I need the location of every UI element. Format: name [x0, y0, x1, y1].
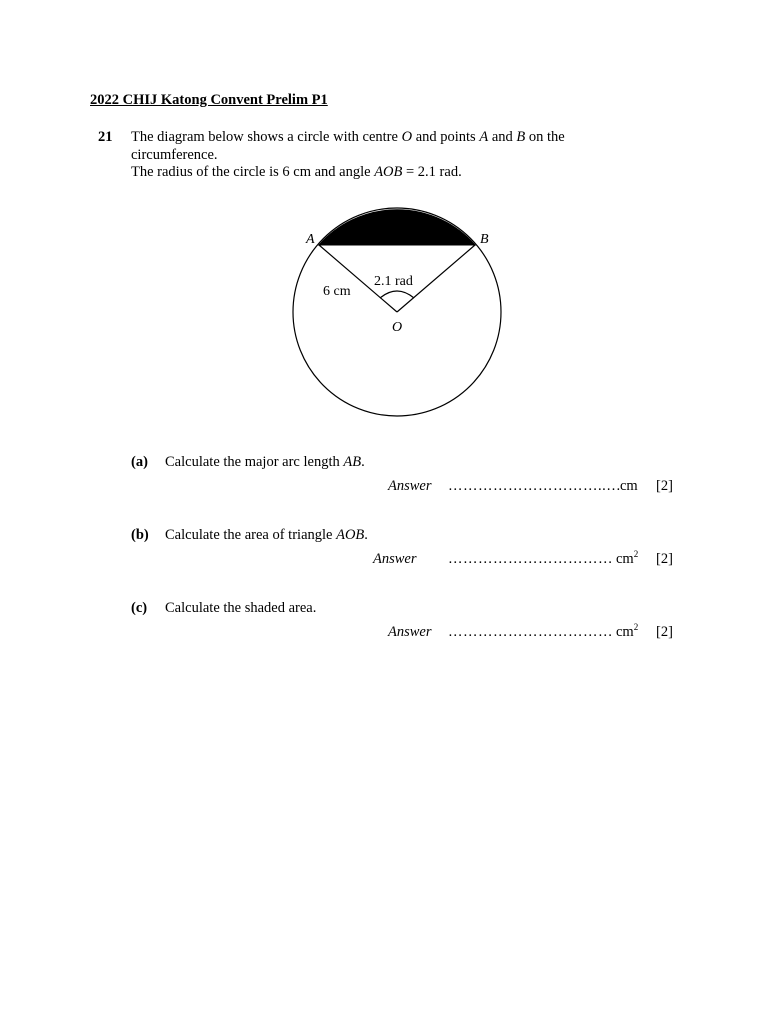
part-c-answer-label: Answer	[388, 624, 432, 640]
question-stem-line-1: The diagram below shows a circle with centre O and points A and B on the	[131, 129, 565, 145]
part-b-label: (b)	[131, 527, 149, 543]
question-number: 21	[98, 129, 113, 145]
part-a-unit: cm	[620, 478, 638, 494]
radius-label: 6 cm	[323, 284, 351, 299]
point-label-B: B	[480, 232, 489, 247]
part-b-answer-line: ……………………………	[448, 551, 613, 567]
question-stem-line-2: circumference.	[131, 147, 218, 163]
part-b-marks: [2]	[656, 551, 673, 567]
part-a-label: (a)	[131, 454, 148, 470]
point-label-A: A	[306, 232, 315, 247]
part-c-question: Calculate the shaded area.	[165, 600, 317, 616]
circle-sector-diagram	[285, 200, 515, 425]
part-a-marks: [2]	[656, 478, 673, 494]
centre-label-O: O	[392, 320, 403, 335]
part-b-answer-label: Answer	[373, 551, 417, 567]
shaded-segment	[319, 210, 475, 245]
question-stem-line-3: The radius of the circle is 6 cm and angle AOB = 2.1 rad.	[131, 164, 462, 180]
angle-label: 2.1 rad	[374, 274, 413, 289]
part-b-question: Calculate the area of triangle AOB.	[165, 527, 368, 543]
part-c-marks: [2]	[656, 624, 673, 640]
part-a-answer-line: …………………………..…	[448, 478, 622, 494]
angle-arc	[380, 291, 414, 298]
part-c-label: (c)	[131, 600, 148, 616]
exam-header: 2022 CHIJ Katong Convent Prelim P1	[90, 92, 328, 108]
part-b-unit: $cm^2$	[616, 549, 639, 567]
part-a-question: Calculate the major arc length AB.	[165, 454, 365, 470]
part-a-answer-label: Answer	[388, 478, 432, 494]
part-c-answer-line: ……………………………	[448, 624, 613, 640]
part-c-unit: $cm^2$	[616, 622, 639, 640]
